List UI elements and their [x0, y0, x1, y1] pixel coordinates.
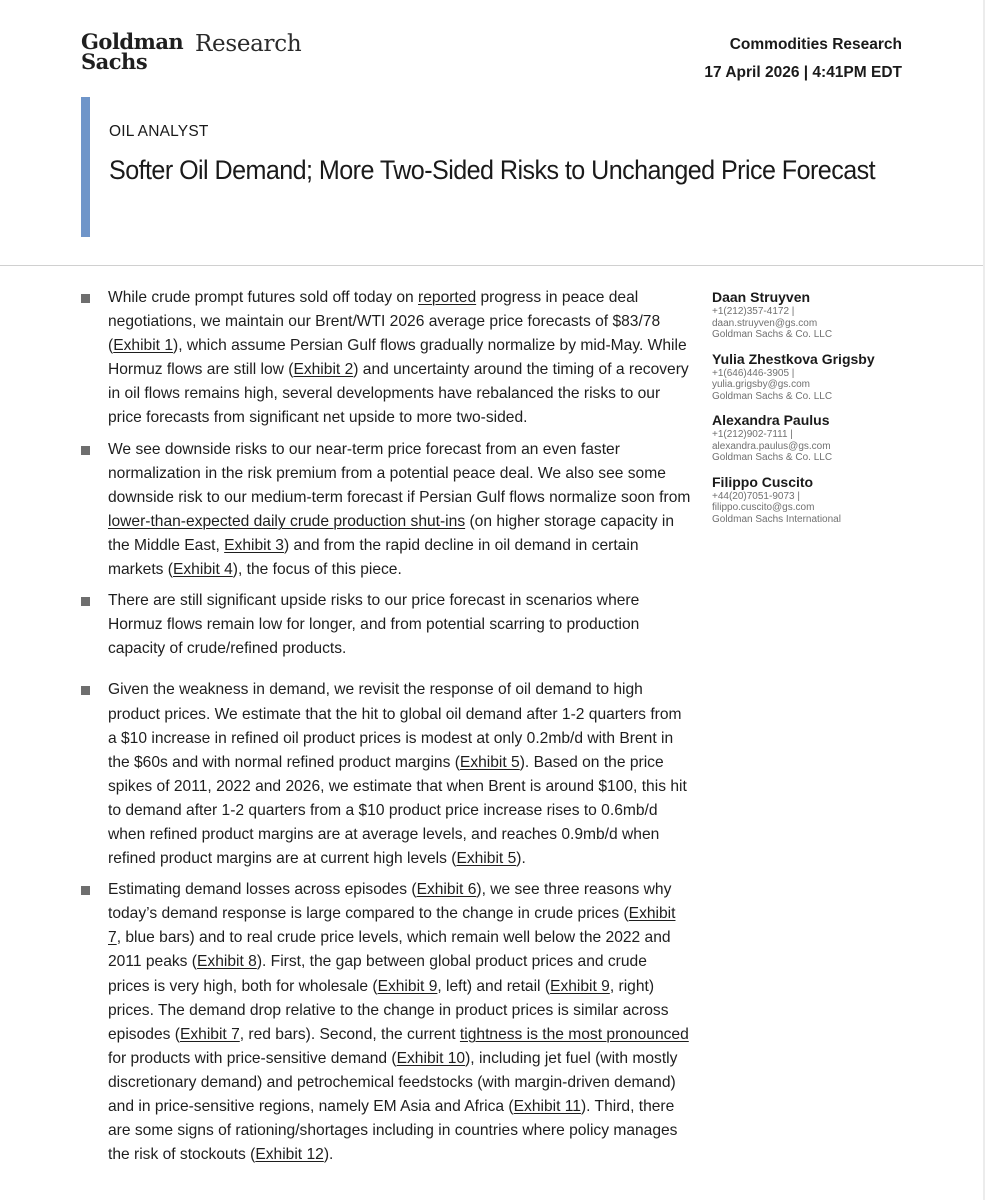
bullet-square-icon	[81, 294, 90, 303]
key-point	[81, 438, 691, 583]
author-firm: Goldman Sachs & Co. LLC	[712, 329, 833, 340]
author-firm: Goldman Sachs & Co. LLC	[712, 452, 833, 463]
author-name: Yulia Zhestkova Grigsby	[712, 350, 875, 367]
exhibit-link[interactable]: Exhibit 9	[550, 977, 610, 995]
key-point-text: ) and uncertainty around the timing of a recovery in oil flows remains high, several developments have rebalanced the risks to our price forecasts from significant net upside to more two-sided.	[108, 361, 689, 427]
exhibit-link[interactable]: Exhibit 12	[255, 1146, 324, 1164]
header-divider	[0, 265, 985, 266]
exhibit-link[interactable]: lower-than-expected daily crude production shut-ins	[108, 512, 466, 530]
author-phone: +1(646)446-3905 |	[712, 367, 795, 379]
author-card	[712, 351, 982, 403]
key-point	[81, 678, 691, 871]
report-title: Softer Oil Demand; More Two-Sided Risks to Unchanged Price Forecast	[109, 155, 876, 185]
exhibit-link[interactable]: Exhibit 2	[293, 361, 354, 379]
key-point	[81, 286, 691, 431]
title-accent-bar	[81, 97, 90, 237]
brand-line-1: Goldman	[81, 29, 184, 54]
key-point-text: Estimating demand losses across episodes (	[108, 881, 417, 899]
author-card	[712, 289, 982, 341]
key-point-text: ), we see three reasons why today’s demand response is large compared to the change in crude prices (	[108, 881, 672, 923]
key-point-text: ), which assume Persian Gulf flows gradually normalize by mid-May. While Hormuz flows are still low (	[108, 337, 687, 379]
exhibit-link[interactable]: Exhibit 7	[108, 905, 676, 947]
exhibit-link[interactable]: tightness is the most pronounced	[459, 1025, 689, 1043]
authors-panel	[712, 289, 982, 535]
exhibit-link[interactable]: Exhibit 5	[456, 850, 517, 868]
key-point-text: ), including jet fuel (with mostly discretionary demand) and petrochemical feedstocks (with margin-driven demand) and in price-sensitive regions, namely EM Asia and Africa (	[108, 1049, 678, 1115]
key-point-text: (on higher storage capacity in the Middle East,	[108, 512, 675, 554]
author-card	[712, 412, 982, 464]
author-name: Daan Struyven	[712, 289, 811, 305]
key-point-text: ).	[323, 1146, 334, 1164]
author-email[interactable]: yulia.grigsby@gs.com	[712, 379, 810, 390]
author-email[interactable]: filippo.cuscito@gs.com	[712, 502, 815, 513]
bullet-square-icon	[81, 686, 90, 695]
bullet-square-icon	[81, 446, 90, 455]
goldman-sachs-research-logo	[81, 29, 302, 76]
exhibit-link[interactable]: Exhibit 6	[416, 881, 477, 899]
author-email[interactable]: alexandra.paulus@gs.com	[712, 440, 831, 452]
author-email[interactable]: daan.struyven@gs.com	[712, 317, 818, 329]
author-phone: +1(212)902-7111 |	[712, 429, 793, 440]
key-point-text: There are still significant upside risks to our price forecast in scenarios where Hormuz flows remain low for longer, and from potential scarring to production capacity of crude/refined products.	[108, 592, 640, 658]
author-firm: Goldman Sachs International	[712, 513, 841, 525]
exhibit-link[interactable]: Exhibit 3	[224, 536, 284, 554]
author-name: Alexandra Paulus	[712, 412, 830, 428]
key-points-list	[81, 286, 691, 1174]
author-firm: Goldman Sachs & Co. LLC	[712, 390, 833, 402]
author-name: Filippo Cuscito	[712, 473, 814, 490]
key-point-text: , red bars). Second, the current	[239, 1025, 460, 1043]
author-phone: +44(20)7051-9073 |	[712, 490, 800, 502]
brand-line-2: Sachs	[81, 49, 148, 74]
key-point-text: progress in peace deal negotiations, we maintain our Brent/WTI 2026 average price forecasts of $83/78 (	[108, 289, 661, 355]
exhibit-link[interactable]: reported	[418, 289, 477, 306]
author-card	[712, 474, 982, 526]
key-point-text: ).	[516, 850, 526, 868]
key-point-text: Given the weakness in demand, we revisit the response of oil demand to high product prices. We estimate that the hit to global oil demand after 1-2 quarters from a $10 increase in refined oil product prices is modest at only 0.2mb/d with Brent in the $60s and with normal refined product margins (	[108, 681, 682, 771]
key-point-text: ). Based on the price spikes of 2011, 2022 and 2026, we estimate that when Brent is around $100, this hit to demand after 1-2 quarters from a $10 product price increase rises to 0.6mb/d when refined product margins are at average levels, and reaches 0.9mb/d when refined product margins are at current high levels (	[108, 753, 687, 868]
exhibit-link[interactable]: Exhibit 5	[459, 753, 520, 771]
key-point-text: for products with price-sensitive demand (	[108, 1049, 397, 1067]
key-point-text: We see downside risks to our near-term price forecast from an even faster normalization in the risk premium from a potential peace deal. We also see some downside risk to our medium-term forecast if Persian Gulf flows normalize soon from	[108, 440, 691, 506]
publish-datetime: 17 April 2026 | 4:41PM EDT	[704, 64, 902, 81]
key-point-text: ) and from the rapid decline in oil demand in certain markets (	[108, 536, 639, 579]
brand-wordmark	[81, 29, 184, 74]
key-point-text: While crude prompt futures sold off today on	[108, 289, 419, 306]
author-phone: +1(212)357-4172 |	[712, 306, 795, 317]
key-point-text: , blue bars) and to real crude price levels, which remain well below the 2022 and 2011 peaks (	[108, 929, 671, 971]
key-point-text: ). Third, there are some signs of rationing/shortages including in countries where policy manages the risk of stockouts (	[108, 1098, 678, 1164]
report-meta	[704, 31, 902, 87]
key-point-text: , left) and retail (	[437, 977, 551, 995]
exhibit-link[interactable]: Exhibit 9	[377, 977, 438, 995]
brand-research: Research	[195, 31, 302, 57]
key-point	[81, 589, 691, 661]
exhibit-link[interactable]: Exhibit 10	[396, 1049, 466, 1067]
exhibit-link[interactable]: Exhibit 11	[513, 1098, 581, 1115]
exhibit-link[interactable]: Exhibit 4	[172, 561, 233, 579]
exhibit-link[interactable]: Exhibit 1	[113, 337, 174, 355]
key-point-text: ), the focus of this piece.	[232, 561, 402, 579]
report-series: OIL ANALYST	[109, 123, 209, 140]
key-point-text: ). First, the gap between global product prices and crude prices is very high, both for wholesale (	[108, 953, 647, 995]
bullet-square-icon	[81, 597, 90, 606]
key-point-text: , right) prices. The demand drop relative to the change in product prices is similar across episodes (	[108, 977, 669, 1043]
exhibit-link[interactable]: Exhibit 8	[197, 953, 257, 971]
section-name: Commodities Research	[729, 36, 902, 53]
exhibit-link[interactable]: Exhibit 7	[179, 1025, 240, 1043]
bullet-square-icon	[81, 886, 90, 895]
key-point	[81, 878, 691, 1167]
